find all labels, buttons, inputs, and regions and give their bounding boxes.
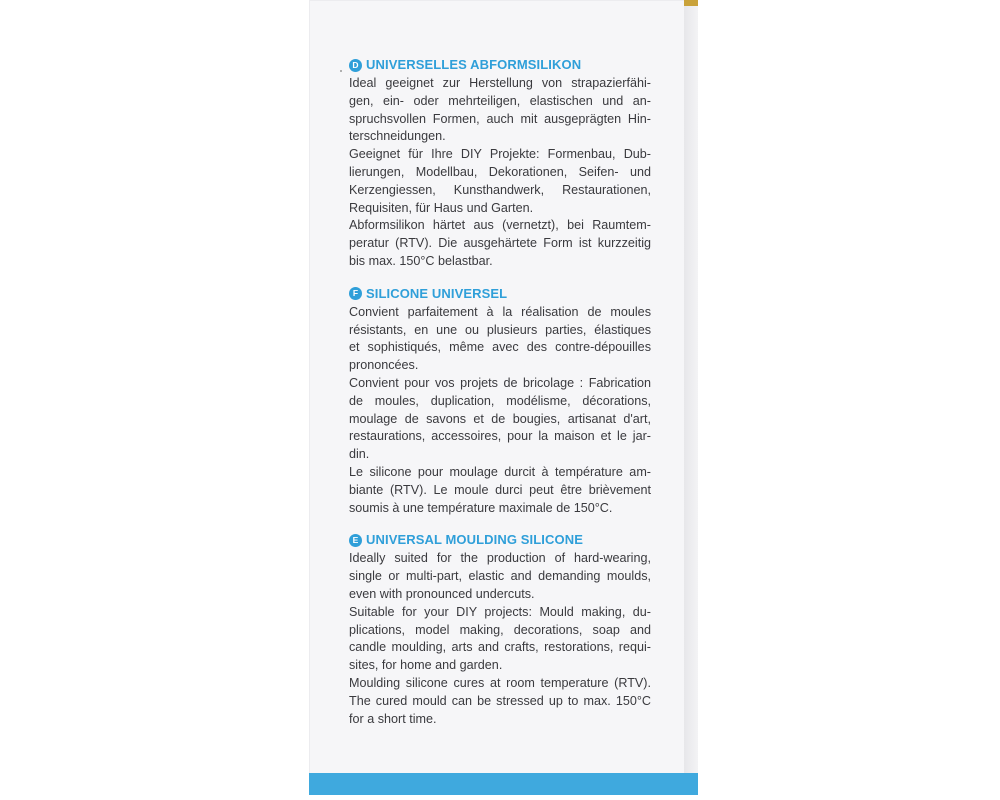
- text-line: lierungen, Modellbau, Dekorationen, Seifen- und: [349, 164, 651, 179]
- section-heading: [349, 531, 651, 549]
- section-german: [349, 56, 651, 271]
- section-title: SILICONE UNIVERSEL: [366, 285, 508, 301]
- text-line: Le silicone pour moulage durcit à température am-: [349, 464, 651, 479]
- text-line: sites, for home and garden.: [349, 658, 503, 673]
- text-line: even with pronounced undercuts.: [349, 586, 535, 601]
- text-line: restaurations, accessoires, pour la maison et le jar-: [349, 429, 651, 444]
- label-text: [349, 56, 651, 742]
- text-line: terschneidungen.: [349, 129, 446, 144]
- section-heading: [349, 285, 651, 303]
- paragraph: [349, 550, 651, 603]
- language-badge-d: D: [349, 59, 362, 72]
- text-line: Abformsilikon härtet aus (vernetzt), bei Raumtem-: [349, 218, 651, 233]
- paragraph: [349, 464, 651, 517]
- text-line: soumis à une température maximale de 150°C.: [349, 500, 613, 515]
- text-line: candle moulding, arts and crafts, restorations, requi-: [349, 640, 651, 655]
- text-line: for a short time.: [349, 711, 437, 726]
- print-speck: [340, 70, 342, 72]
- paragraph: [349, 375, 651, 464]
- language-badge-e: E: [349, 534, 362, 547]
- language-badge-f: F: [349, 287, 362, 300]
- text-line: bis max. 150°C belastbar.: [349, 253, 493, 268]
- section-english: [349, 531, 651, 728]
- text-line: Moulding silicone cures at room temperature (RTV).: [349, 675, 651, 690]
- text-line: Ideally suited for the production of hard-wearing,: [349, 551, 651, 566]
- text-line: Kerzengiessen, Kunsthandwerk, Restaurationen,: [349, 182, 651, 197]
- text-line: single or multi-part, elastic and demanding moulds,: [349, 569, 651, 584]
- section-french: [349, 285, 651, 518]
- text-line: résistants, en une ou plusieurs parties, élastiques: [349, 322, 651, 337]
- text-line: spruchsvollen Formen, auch mit ausgeprägten Hin-: [349, 111, 651, 126]
- text-line: din.: [349, 447, 370, 462]
- section-heading: [349, 56, 651, 74]
- paragraph: [349, 217, 651, 270]
- text-line: et sophistiqués, même avec des contre-dépouilles: [349, 340, 651, 355]
- text-line: prononcées.: [349, 358, 419, 373]
- section-title: UNIVERSAL MOULDING SILICONE: [366, 532, 583, 548]
- package-top-accent: [684, 0, 698, 6]
- text-line: Geeignet für Ihre DIY Projekte: Formenbau, Dub-: [349, 147, 651, 162]
- text-line: The cured mould can be stressed up to max. 150°C: [349, 693, 651, 708]
- text-line: plications, model making, decorations, soap and: [349, 622, 651, 637]
- text-line: Ideal geeignet zur Herstellung von strapazierfähi-: [349, 76, 651, 90]
- paragraph: [349, 604, 651, 675]
- blue-bottom-band: [309, 773, 698, 795]
- text-line: Suitable for your DIY projects: Mould making, du-: [349, 604, 651, 619]
- paragraph: [349, 304, 651, 375]
- text-line: de moules, duplication, modélisme, décorations,: [349, 393, 651, 408]
- text-line: Convient parfaitement à la réalisation de moules: [349, 304, 651, 319]
- paragraph: [349, 75, 651, 146]
- text-line: Requisiten, für Haus und Garten.: [349, 200, 534, 215]
- text-line: Convient pour vos projets de bricolage : Fabrication: [349, 375, 651, 390]
- paragraph: [349, 146, 651, 217]
- text-line: peratur (RTV). Die ausgehärtete Form ist kurzzeitig: [349, 236, 651, 251]
- package-side-edge: [684, 0, 698, 794]
- text-line: gen, ein- oder mehrteiligen, elastischen und an-: [349, 93, 651, 108]
- paragraph: [349, 675, 651, 728]
- section-title: UNIVERSELLES ABFORMSILIKON: [366, 57, 582, 73]
- text-line: moulage de savons et de bougies, artisanat d'art,: [349, 411, 651, 426]
- text-line: biante (RTV). Le moule durci peut être brièvement: [349, 482, 651, 497]
